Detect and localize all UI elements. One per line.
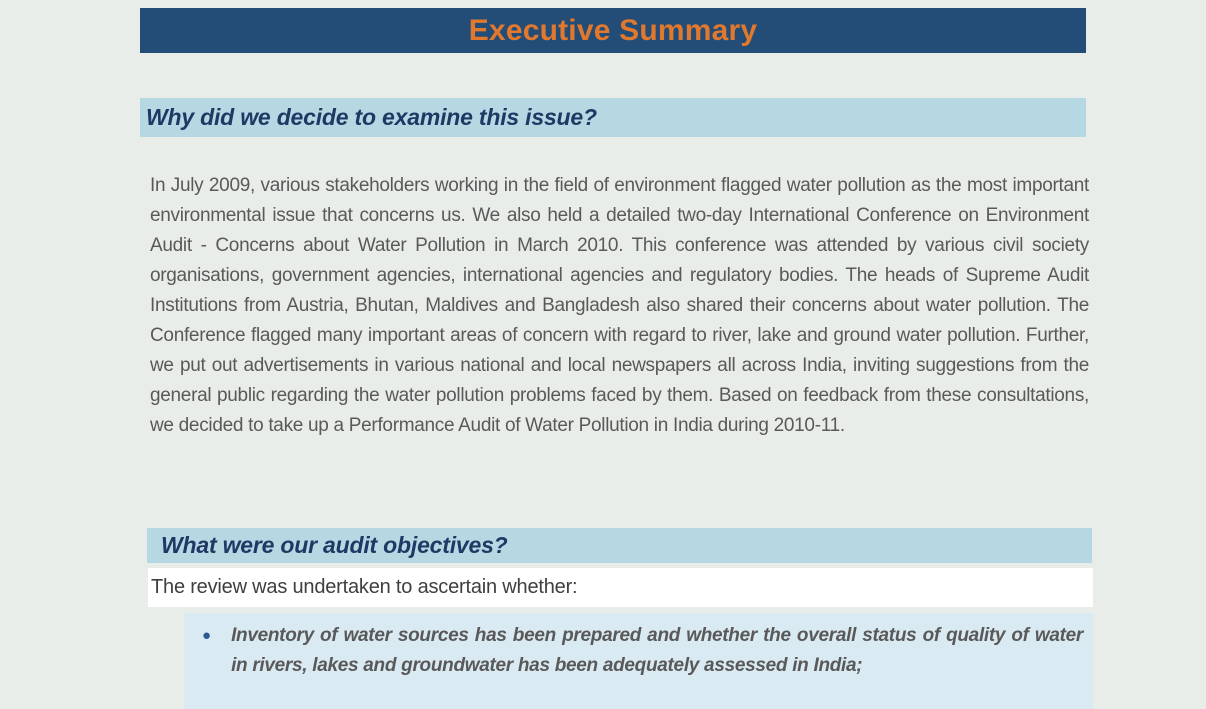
bullet-icon: ● xyxy=(202,627,212,644)
objectives-list xyxy=(184,613,1093,709)
title-bar xyxy=(140,8,1086,53)
list-item xyxy=(198,621,1083,681)
list-item-text: Inventory of water sources has been prepared and whether the overall status of quality of water in rivers, lakes and groundwater has been adequately assessed in India; xyxy=(231,625,1083,676)
section-heading-objectives-label: What were our audit objectives? xyxy=(161,532,508,558)
section-heading-why xyxy=(140,98,1086,137)
page-title: Executive Summary xyxy=(468,13,758,47)
objectives-intro-text: The review was undertaken to ascertain whether: xyxy=(151,576,578,598)
section-heading-objectives xyxy=(147,528,1092,563)
section-heading-why-label: Why did we decide to examine this issue? xyxy=(146,104,597,130)
intro-paragraph: In July 2009, various stakeholders working in the field of environment flagged water pollution as the most important environmental issue that concerns us. We also held a detailed two-day International Conference on Environment Audit - Concerns about Water Pollution in March 2010. This conference was attended by various civil society organisations, government agencies, international agencies and regulatory bodies. The heads of Supreme Audit Institutions from Austria, Bhutan, Maldives and Bangladesh also shared their concerns about water pollution. The Conference flagged many important areas of concern with regard to river, lake and ground water pollution. Further, we put out advertisements in various national and local newspapers all across India, inviting suggestions from the general public regarding the water pollution problems faced by them. Based on feedback from these consultations, we decided to take up a Performance Audit of Water Pollution in India during 2010-11. xyxy=(150,175,1089,436)
objectives-intro-bar xyxy=(148,568,1093,607)
